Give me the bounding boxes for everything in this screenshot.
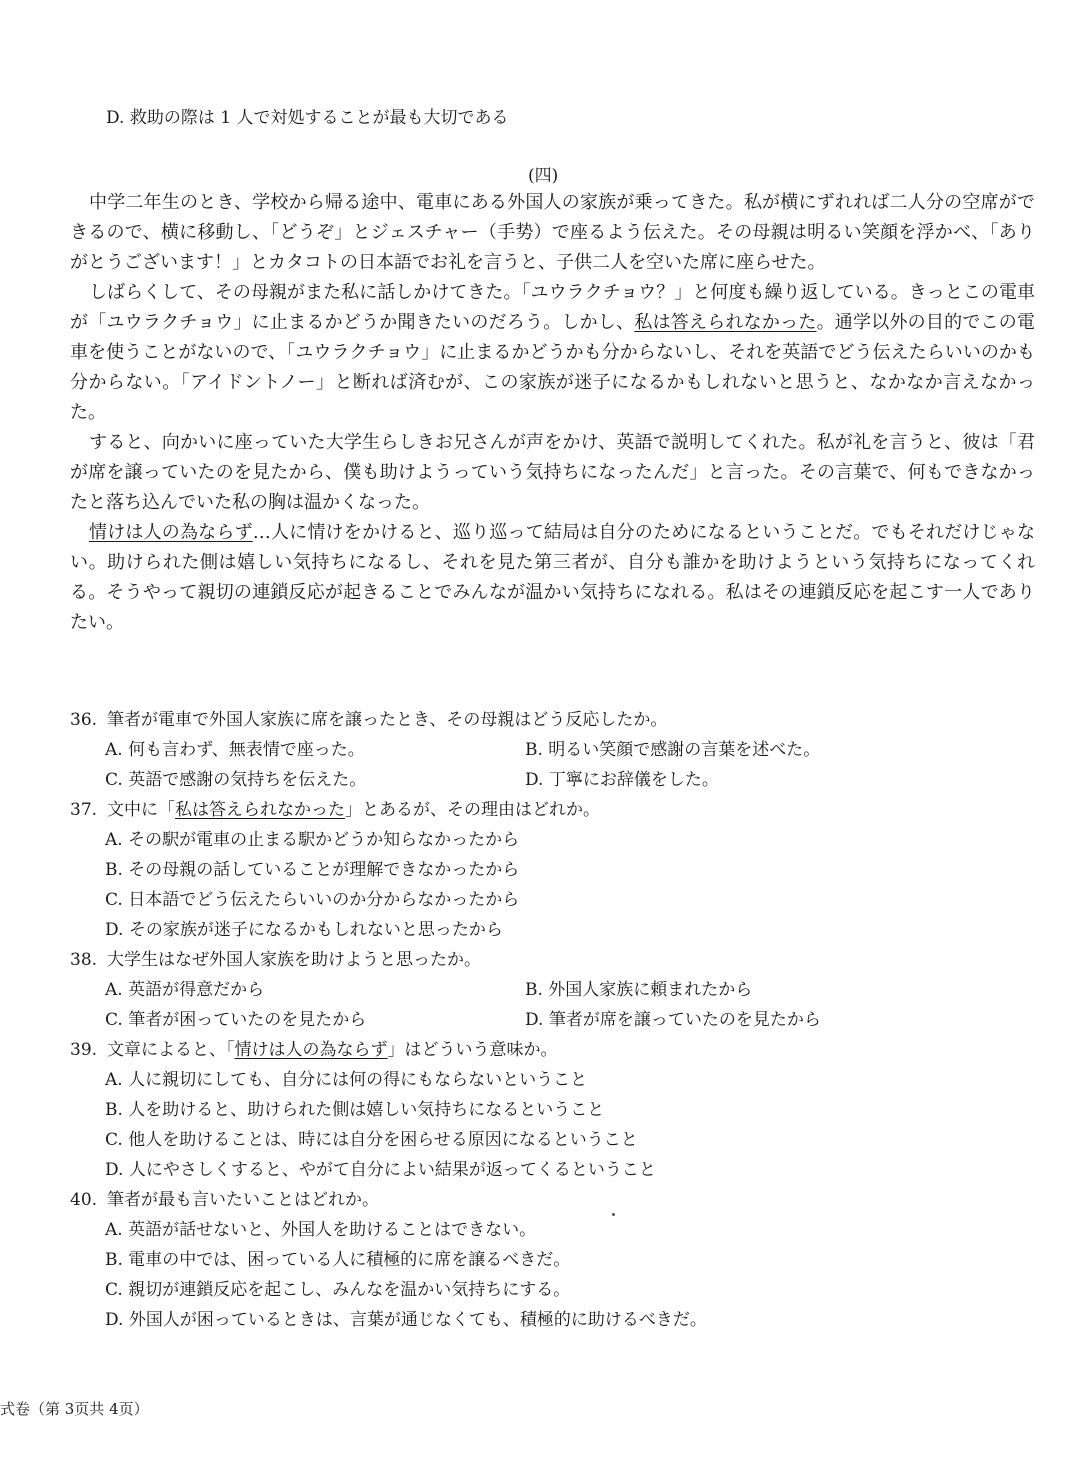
underlined-phrase-nasakewa: 情けは人の為ならず [89, 522, 253, 543]
question-36 [70, 705, 1030, 795]
passage-paragraph-1: 中学二年生のとき、学校から帰る途中、電車にある外国人の家族が乗ってきた。私が横にずれれば二人分の空席ができるので、横に移動し、「どうぞ」とジェスチャー（手势）で座るよう伝えた。その母親は明るい笑顔を浮かべ、「ありがとうございます！」とカタコトの日本語でお礼を言うと、子供二人を空いた席に座らせた。 [70, 192, 1035, 273]
question-stem: 38. 大学生はなぜ外国人家族を助けようと思ったか。 [70, 950, 481, 970]
passage-paragraph-2: しばらくして、その母親がまた私に話しかけてきた。「ユウラクチョウ？」と何度も繰り返している。きっとこの電車が「ユウラクチョウ」に止まるかどうか聞きたいのだろう。しかし、私は答えられなかった。通学以外の目的でこの電車を使うことがないので、「ユウラクチョウ」に止まるかどうかも分からないし、それを英語でどう伝えたらいいのかも分からない。「アイドントノー」と断れば済むが、この家族が迷子になるかもしれないと思うと、なかなか言えなかった。 [70, 282, 1036, 423]
question-37 [70, 795, 1030, 945]
section-number: (四) [528, 166, 559, 186]
option-b: B. 外国人家族に頼まれたから [525, 980, 753, 1000]
question-stem: 39. 文章によると、「情けは人の為ならず」はどういう意味か。 [70, 1040, 558, 1060]
option-d: D. 外国人が困っているときは、言葉が通じなくても、積極的に助けるべきだ。 [105, 1310, 707, 1330]
option-d: D. 丁寧にお辞儀をした。 [525, 770, 719, 790]
option-c: C. 親切が連鎖反応を起こし、みんなを温かい気持ちにする。 [105, 1280, 571, 1300]
question-list [70, 705, 1030, 1335]
option-d: D. その家族が迷子になるかもしれないと思ったから [105, 920, 503, 940]
option-a: A. 英語が話せないと、外国人を助けることはできない。 [105, 1220, 537, 1240]
option-a: A. 何も言わず、無表情で座った。 [105, 740, 365, 760]
previous-question-option-d: D. 救助の際は 1 人で対処することが最も大切である [106, 108, 509, 128]
question-39 [70, 1035, 1030, 1185]
option-b: B. 電車の中では、困っている人に積極的に席を譲るべきだ。 [105, 1250, 571, 1270]
option-a: A. その駅が電車の止まる駅かどうか知らなかったから [105, 830, 520, 850]
option-c: C. 日本語でどう伝えたらいいのか分からなかったから [105, 890, 520, 910]
option-a: A. 人に親切にしても、自分には何の得にもならないということ [105, 1070, 588, 1090]
question-stem: 40. 筆者が最も言いたいことはどれか。 [70, 1190, 379, 1210]
option-d: D. 筆者が席を譲っていたのを見たから [525, 1010, 821, 1030]
option-a: A. 英語が得意だから [105, 980, 265, 1000]
question-stem: 37. 文中に「私は答えられなかった」とあるが、その理由はどれか。 [70, 800, 600, 820]
option-c: C. 筆者が困っていたのを見たから [105, 1010, 367, 1030]
question-38 [70, 945, 1030, 1035]
option-b: B. その母親の話していることが理解できなかったから [105, 860, 520, 880]
option-b: B. 明るい笑顔で感謝の言葉を述べた。 [525, 740, 821, 760]
page-footer: 式卷（第 3页共 4页） [0, 1400, 149, 1418]
underlined-phrase-kotaerarenakatta: 私は答えられなかった [634, 312, 817, 333]
option-c: C. 他人を助けることは、時には自分を困らせる原因になるということ [105, 1130, 638, 1150]
question-stem: 36. 筆者が電車で外国人家族に席を譲ったとき、その母親はどう反応したか。 [70, 710, 668, 730]
scan-speck [612, 1213, 615, 1216]
passage-paragraph-4: 情けは人の為ならず…人に情けをかけると、巡り巡って結局は自分のためになるということだ。でもそれだけじゃない。助けられた側は嬉しい気持ちになるし、それを見た第三者が、自分も誰かを助けようという気持ちになってくれる。そうやって親切の連鎖反応が起きることでみんなが温かい気持ちになれる。私はその連鎖反応を起こす一人でありたい。 [70, 522, 1035, 633]
option-c: C. 英語で感謝の気持ちを伝えた。 [105, 770, 367, 790]
option-b: B. 人を助けると、助けられた側は嬉しい気持ちになるということ [105, 1100, 605, 1120]
passage-paragraph-3: すると、向かいに座っていた大学生らしきお兄さんが声をかけ、英語で説明してくれた。私が礼を言うと、彼は「君が席を譲っていたのを見たから、僕も助けようっていう気持ちになったんだ」と言った。その言葉で、何もできなかったと落ち込んでいた私の胸は温かくなった。 [70, 432, 1035, 513]
option-d: D. 人にやさしくすると、やがて自分によい結果が返ってくるということ [105, 1160, 656, 1180]
question-40 [70, 1185, 1030, 1335]
reading-passage [70, 188, 1035, 638]
